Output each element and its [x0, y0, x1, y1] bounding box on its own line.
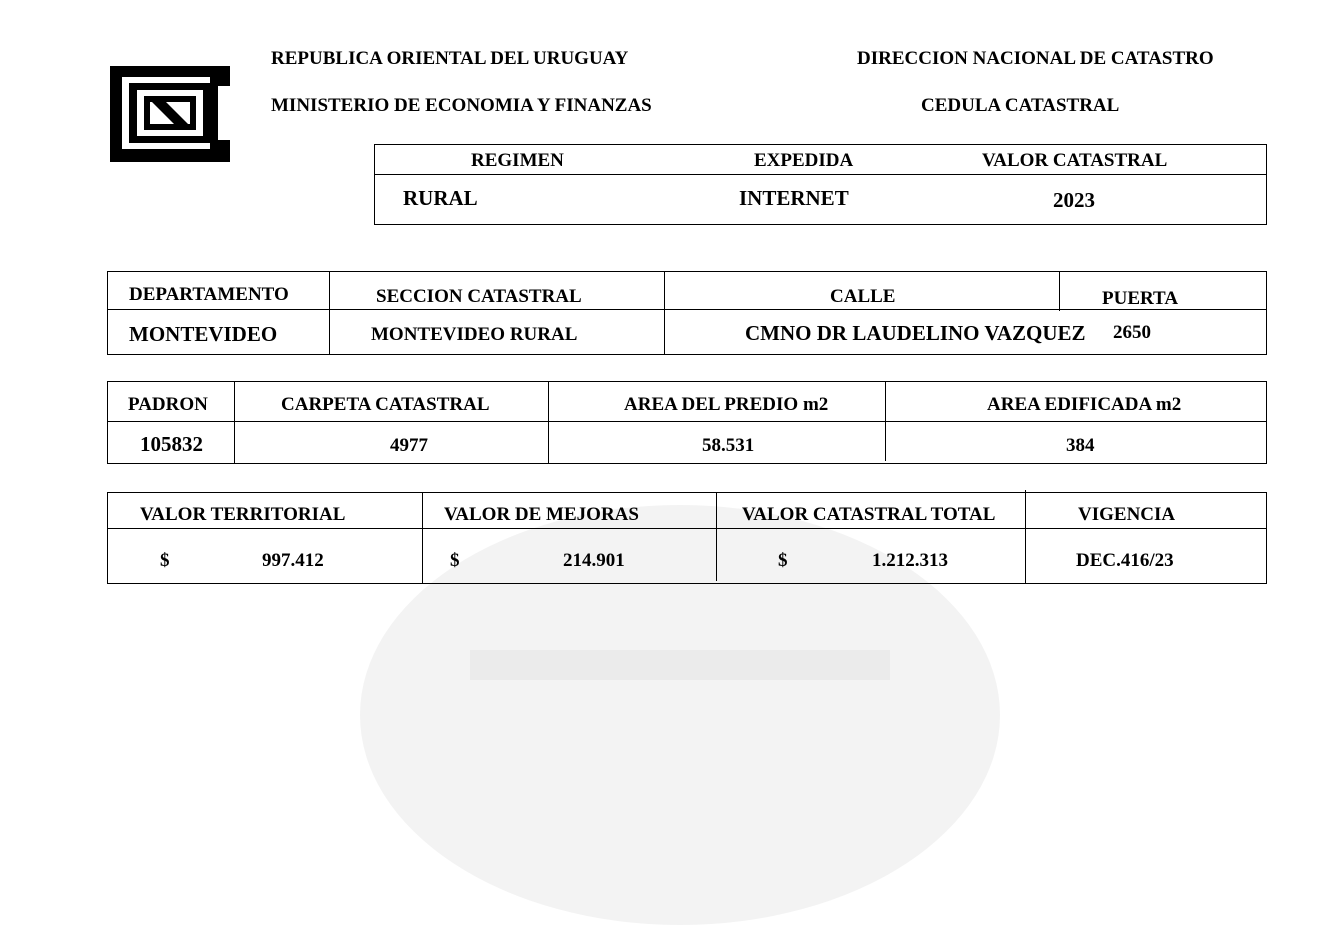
territorial-label: VALOR TERRITORIAL: [140, 504, 346, 525]
valor-catastral-value: 2023: [1053, 188, 1095, 212]
seccion-value: MONTEVIDEO RURAL: [371, 324, 578, 345]
valuation-divider: [107, 528, 1267, 529]
location-divider: [107, 309, 1267, 310]
carpeta-value: 4977: [390, 435, 428, 456]
puerta-label: PUERTA: [1102, 288, 1179, 309]
area-predio-label: AREA DEL PREDIO m2: [624, 394, 829, 415]
total-label: VALOR CATASTRAL TOTAL: [742, 504, 996, 525]
area-predio-value: 58.531: [702, 435, 755, 456]
mejoras-label: VALOR DE MEJORAS: [444, 504, 639, 525]
ministry-title: MINISTERIO DE ECONOMIA Y FINANZAS: [271, 95, 652, 116]
document-type-title: CEDULA CATASTRAL: [921, 95, 1120, 116]
location-col-sep-1: [329, 271, 330, 355]
location-col-sep-3: [1059, 271, 1060, 311]
regimen-value: RURAL: [403, 186, 478, 210]
padron-value: 105832: [140, 432, 203, 456]
total-currency: $: [778, 550, 788, 571]
agency-title: DIRECCION NACIONAL DE CATASTRO: [857, 48, 1214, 69]
departamento-value: MONTEVIDEO: [129, 322, 278, 346]
location-col-sep-2: [664, 271, 665, 355]
summary-divider: [374, 174, 1267, 175]
country-title: REPUBLICA ORIENTAL DEL URUGUAY: [271, 48, 629, 69]
mejoras-currency: $: [450, 550, 460, 571]
valuation-col-sep-1: [422, 492, 423, 584]
catastro-logo-icon: [110, 66, 230, 162]
valor-catastral-label: VALOR CATASTRAL: [982, 150, 1168, 171]
valuation-col-sep-3: [1025, 490, 1026, 584]
seccion-label: SECCION CATASTRAL: [376, 286, 582, 307]
vigencia-label: VIGENCIA: [1078, 504, 1176, 525]
property-col-sep-3: [885, 381, 886, 461]
territorial-value: 997.412: [262, 550, 324, 571]
expedida-label: EXPEDIDA: [754, 150, 854, 171]
area-edificada-value: 384: [1066, 435, 1095, 456]
calle-label: CALLE: [830, 286, 896, 307]
valuation-col-sep-2: [716, 492, 717, 581]
seal-watermark-band: [470, 650, 890, 680]
puerta-value: 2650: [1113, 322, 1151, 343]
property-divider: [107, 421, 1267, 422]
territorial-currency: $: [160, 550, 170, 571]
area-edificada-label: AREA EDIFICADA m2: [987, 394, 1182, 415]
mejoras-value: 214.901: [563, 550, 625, 571]
property-col-sep-1: [234, 381, 235, 464]
total-value: 1.212.313: [872, 550, 948, 571]
calle-value: CMNO DR LAUDELINO VAZQUEZ: [745, 321, 1086, 345]
expedida-value: INTERNET: [739, 186, 849, 210]
carpeta-label: CARPETA CATASTRAL: [281, 394, 490, 415]
regimen-label: REGIMEN: [471, 150, 564, 171]
property-col-sep-2: [548, 381, 549, 464]
padron-label: PADRON: [128, 394, 208, 415]
vigencia-value: DEC.416/23: [1076, 550, 1174, 571]
departamento-label: DEPARTAMENTO: [129, 284, 289, 305]
